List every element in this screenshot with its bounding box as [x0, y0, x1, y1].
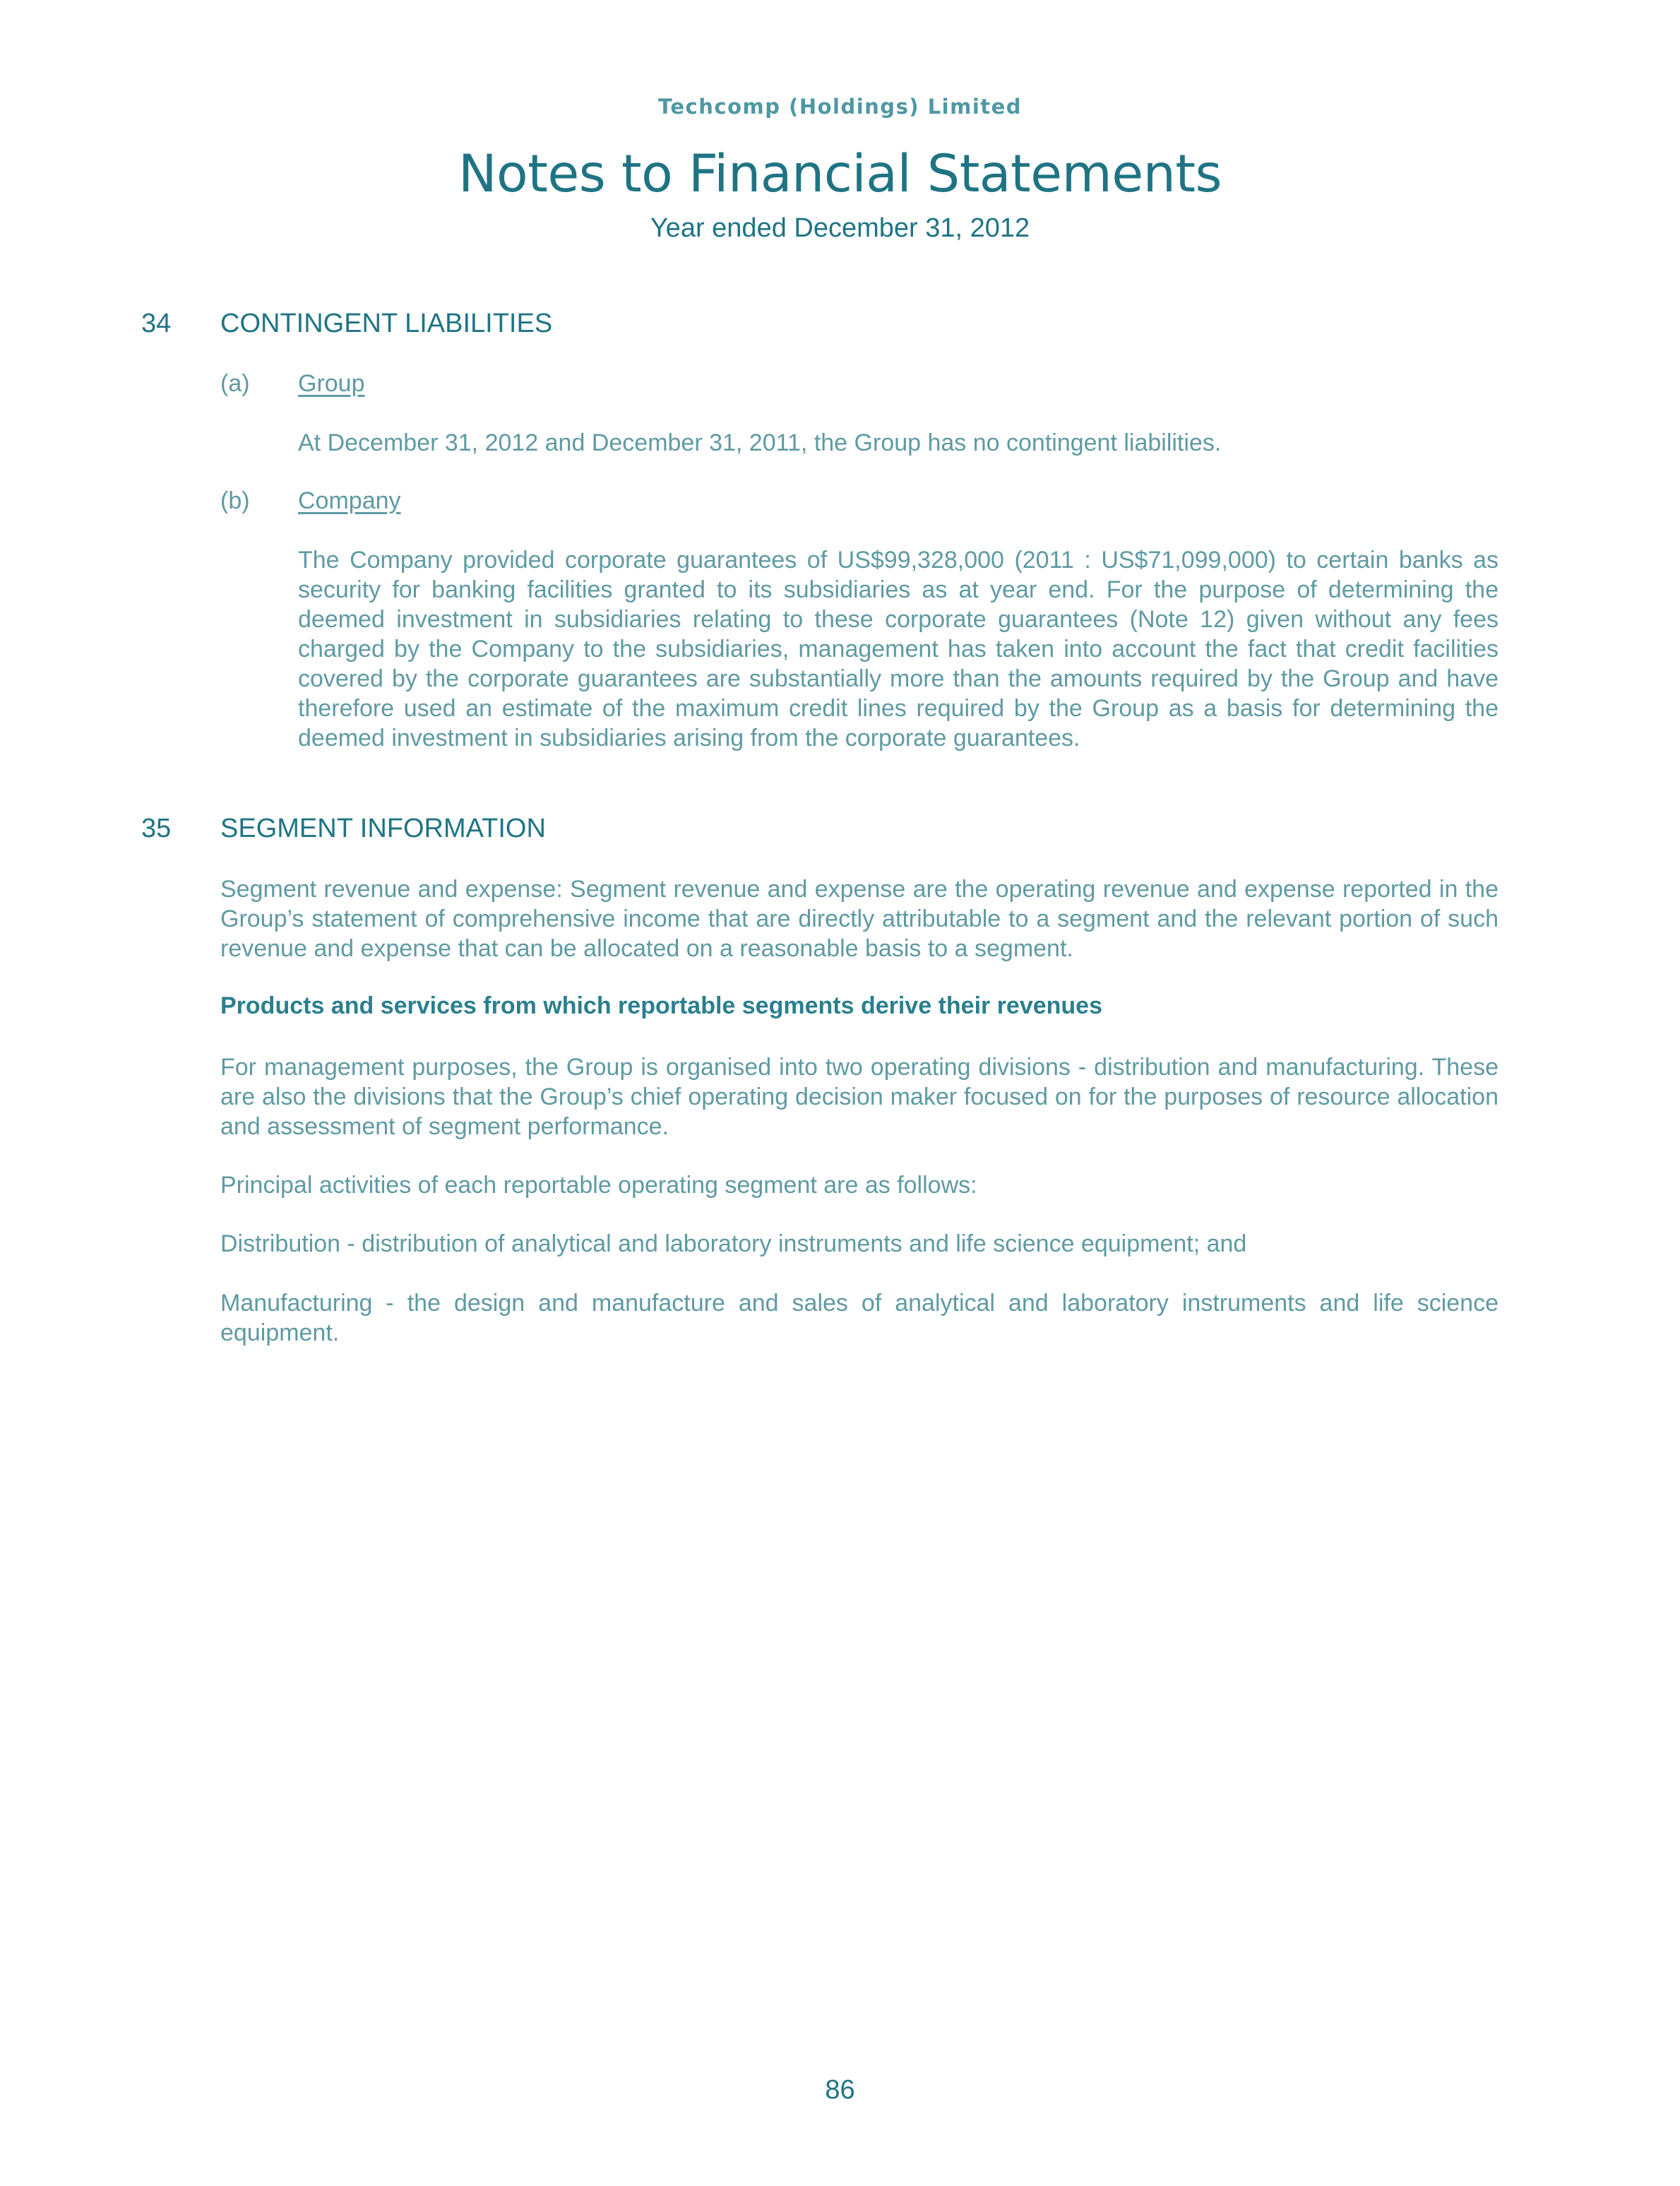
section-34a-heading: Group [298, 370, 365, 397]
section-35-para-1: For management purposes, the Group is organised into two operating divisions - distribution and manufacturing. These are also the divisions that the Group’s chief operating decision maker focused on for the purposes of resource allocation and assessment of segment performance. [220, 1054, 1499, 1140]
section-35-title: SEGMENT INFORMATION [220, 814, 546, 843]
section-35-subheading: Products and services from which reportable segments derive their revenues [220, 992, 1103, 1019]
section-34-number: 34 [141, 309, 172, 338]
section-34b-label: (b) [220, 487, 250, 514]
section-34-title: CONTINGENT LIABILITIES [220, 309, 553, 338]
section-34b-text: The Company provided corporate guarantees of US$99,328,000 (2011 : US$71,099,000) to certain banks as security for banking facilities granted to its subsidiaries as at year end. For the purpose of determining the deemed investment in subsidiaries relating to these corporate guarantees (Note 12) given without any fees charged by the Company to the subsidiaries, management has taken into account the fact that credit facilities covered by the corporate guarantees are substantially more than the amounts required by the Group and have therefore used an estimate of the maximum credit lines required by the Group as a basis for determining the deemed investment in subsidiaries arising from the corporate guarantees. [298, 547, 1499, 752]
section-34a-label: (a) [220, 370, 250, 397]
section-35-para-3: Distribution - distribution of analytical and laboratory instruments and life science equipment; and [220, 1230, 1247, 1257]
page-number: 86 [825, 2075, 855, 2105]
page-subtitle: Year ended December 31, 2012 [650, 213, 1030, 243]
page-title: Notes to Financial Statements [458, 144, 1222, 204]
section-34b-heading: Company [298, 487, 401, 514]
section-34a-text: At December 31, 2012 and December 31, 2011, the Group has no contingent liabilities. [298, 429, 1222, 456]
company-name: Techcomp (Holdings) Limited [657, 95, 1023, 119]
section-35-intro: Segment revenue and expense: Segment revenue and expense are the operating revenue and expense reported in the Group’s statement of comprehensive income that are directly attributable to a segment and the relevant portion of such revenue and expense that can be allocated on a reasonable basis to a segment. [220, 876, 1499, 962]
section-35-para-4: Manufacturing - the design and manufacture and sales of analytical and laboratory instruments and life science equipment. [220, 1290, 1499, 1346]
section-35-para-2: Principal activities of each reportable operating segment are as follows: [220, 1172, 977, 1199]
section-35-number: 35 [141, 814, 172, 843]
